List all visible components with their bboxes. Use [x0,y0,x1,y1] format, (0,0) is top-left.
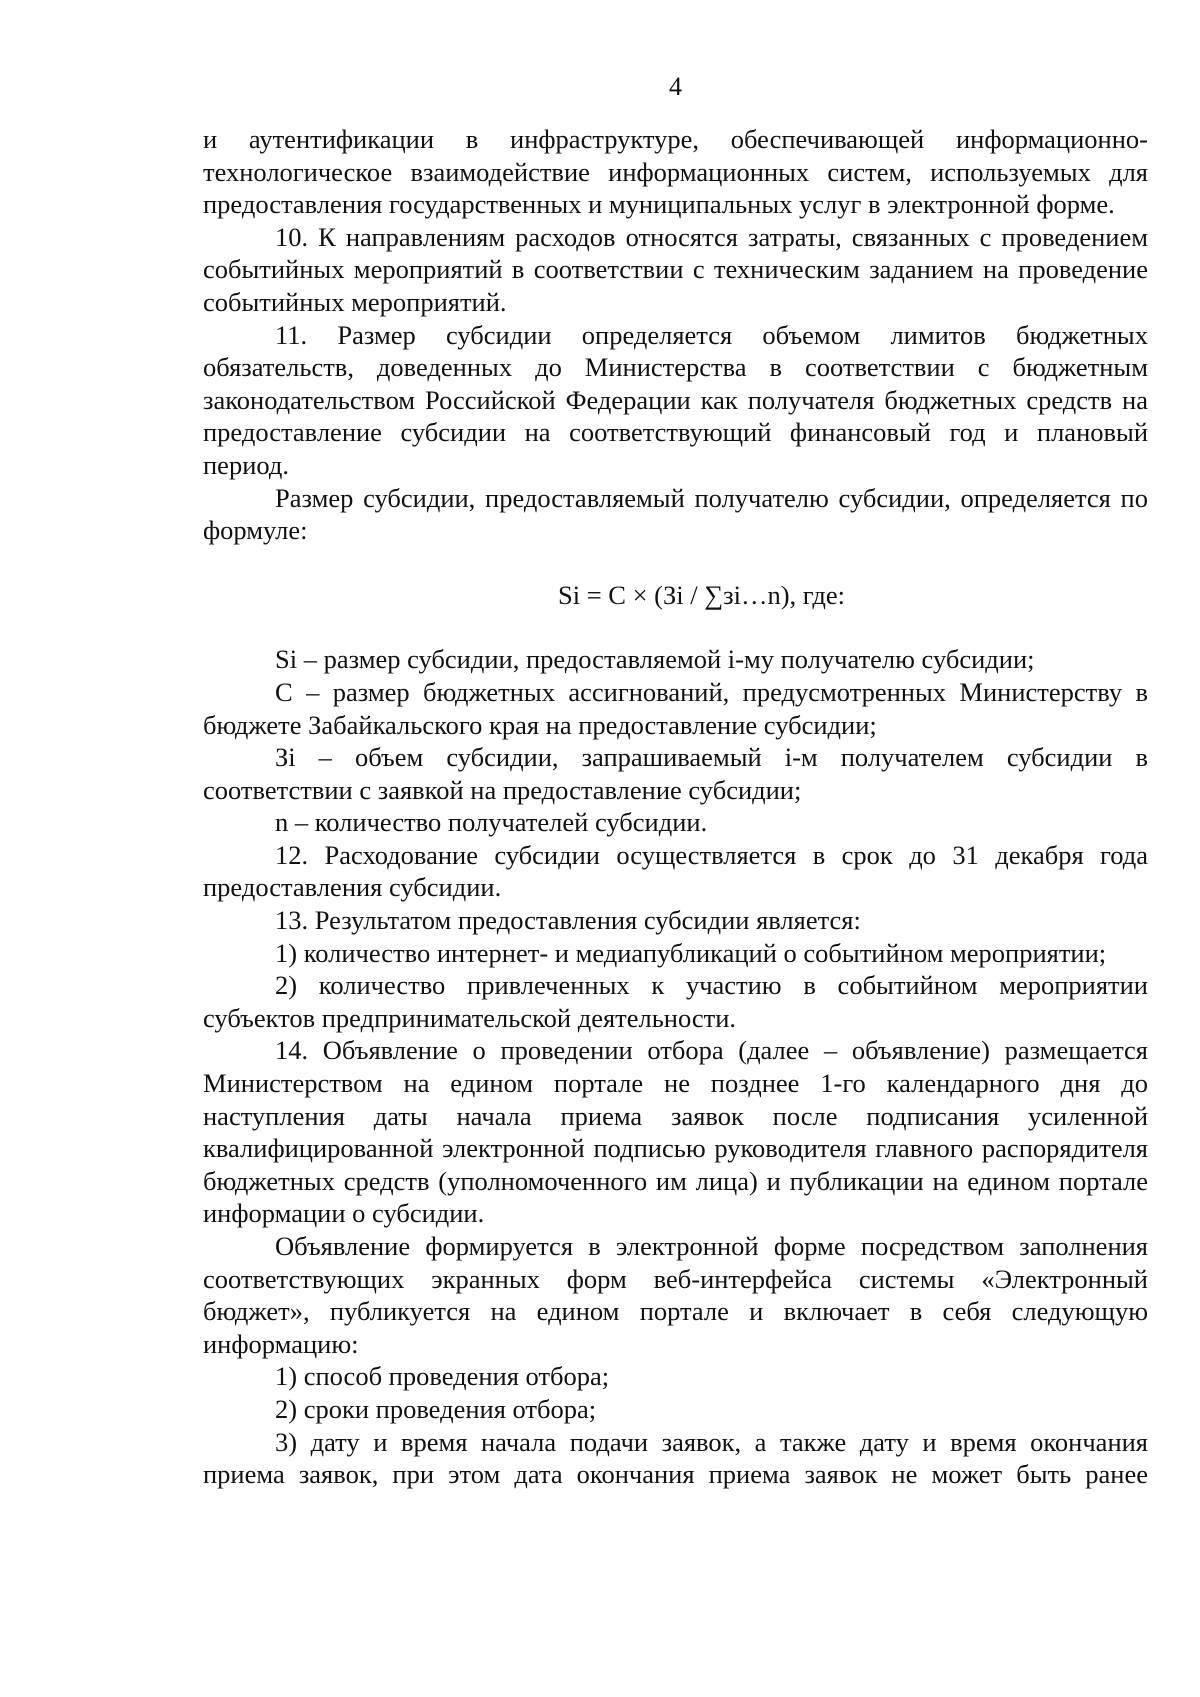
paragraph-14: 14. Объявление о проведении отбора (далее – объявление) размещается Министерством на едином портале не позднее 1-го календарного дня до наступления даты начала приема заявок после подписания усиленной квалифицированной электронной подписью руководителя главного распорядителя бюджетных средств (уполномоченного им лица) и публикации на едином портале информации о субсидии. [203,1035,1148,1229]
paragraph-11: 11. Размер субсидии определяется объемом лимитов бюджетных обязательств, доведенных до Министерства в соответствии с бюджетным законодательством Российской Федерации как получателя бюджетных средств на предоставление субсидии на соответствующий финансовый год и плановый период. [203,319,1148,480]
paragraph-12: 12. Расходование субсидии осуществляется в срок до 31 декабря года предоставления субсидии. [203,839,1148,903]
paragraph-14-item-2: 2) сроки проведения отбора; [275,1393,597,1424]
paragraph-10: 10. К направлениям расходов относятся затраты, связанных с проведением событийных мероприятий в соответствии с техническим заданием на проведение событийных мероприятий. [203,221,1148,317]
subsidy-formula: Si = C × (Зi / ∑зi…n), где: [558,579,845,610]
paragraph-13: 13. Результатом предоставления субсидии является: [275,905,861,936]
document-body [203,123,1148,1491]
paragraph-11-formula-intro: Размер субсидии, предоставляемый получателю субсидии, определяется по формуле: [203,482,1148,546]
definition-zi: Зi – объем субсидии, запрашиваемый i-м получателем субсидии в соответствии с заявкой на предоставление субсидии; [203,742,1148,805]
page-number: 4 [669,72,682,101]
paragraph-14-announcement: Объявление формируется в электронной форме посредством заполнения соответствующих экранных форм веб-интерфейса системы «Электронный бюджет», публикуется на едином портале и включает в себя следующую информацию: [203,1231,1148,1359]
definition-c: С – размер бюджетных ассигнований, предусмотренных Министерству в бюджете Забайкальского края на предоставление субсидии; [203,676,1148,740]
paragraph-13-item-2: 2) количество привлеченных к участию в событийном мероприятии субъектов предпринимательской деятельности. [203,970,1148,1033]
definition-si: Si – размер субсидии, предоставляемой i-му получателю субсидии; [275,644,1035,675]
definition-n: n – количество получателей субсидии. [275,807,708,838]
paragraph-continuation: и аутентификации в инфраструктуре, обеспечивающей информационно-технологическое взаимодействие информационных систем, используемых для предоставления государственных и муниципальных услуг в электронной форме. [203,124,1148,220]
paragraph-14-item-1: 1) способ проведения отбора; [275,1361,610,1392]
paragraph-14-item-3: 3) дату и время начала подачи заявок, а также дату и время окончания приема заявок, при этом дата окончания приема заявок не может быть ранее [203,1426,1148,1490]
paragraph-13-item-1: 1) количество интернет- и медиапубликаций о событийном мероприятии; [275,937,1107,968]
